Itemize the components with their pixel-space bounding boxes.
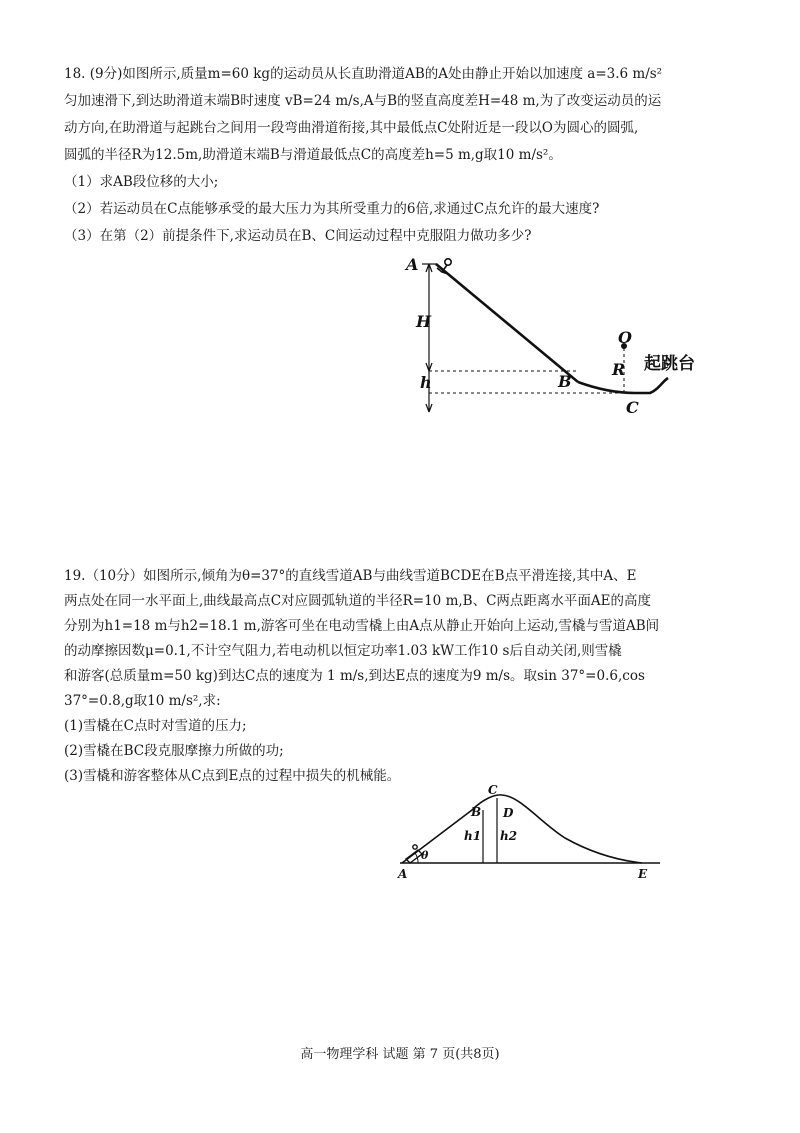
fig18-label-h: h — [420, 373, 432, 392]
p18-question-3: （3）在第（2）前提条件下,求运动员在B、C间运动过程中克服阻力做功多少? — [64, 228, 532, 244]
fig19-label-D: D — [503, 806, 514, 820]
fig18-label-H: H — [416, 312, 432, 331]
p18-line-2: 匀加速滑下,到达助滑道末端B时速度 vB=24 m/s,A与B的竖直高度差H=48 m,为了改变运动员的运 — [64, 93, 662, 109]
p18-line-4: 圆弧的半径R为12.5m,助滑道末端B与滑道最低点C的高度差h=5 m,g取10 m/s²。 — [64, 147, 562, 163]
fig18-label-B: B — [558, 372, 572, 391]
p19-line-5: 和游客(总质量m=50 kg)到达C点的速度为 1 m/s,到达E点的速度为9 m/s。取sin 37°=0.6,cos — [64, 668, 645, 684]
p19-question-3: (3)雪橇和游客整体从C点到E点的过程中损失的机械能。 — [64, 768, 401, 784]
p19-line-6: 37°=0.8,g取10 m/s²,求: — [64, 693, 221, 709]
fig19-label-C: C — [488, 783, 498, 797]
fig19-label-theta: θ — [421, 849, 429, 862]
p18-question-2: （2）若运动员在C点能够承受的最大压力为其所受重力的6倍,求通过C点允许的最大速度? — [64, 201, 600, 217]
p19-line-2: 两点处在同一水平面上,曲线最高点C对应圆弧轨道的半径R=10 m,B、C两点距离水平面AE的高度 — [64, 593, 652, 609]
p18-line-3: 动方向,在助滑道与起跳台之间用一段弯曲滑道衔接,其中最低点C处附近是一段以O为圆心的圆弧, — [64, 120, 639, 136]
fig19-label-h2: h2 — [500, 829, 518, 843]
snow-track-figure — [390, 780, 670, 880]
curve-BC — [578, 378, 668, 393]
fig19-label-E: E — [638, 867, 648, 880]
track-ABCDE — [402, 795, 642, 863]
ski-jump-figure — [390, 250, 720, 430]
fig18-label-A: A — [406, 255, 419, 274]
page-footer: 高一物理学科 试题 第 7 页(共8页) — [300, 1047, 500, 1062]
p19-line-4: 的动摩擦因数μ=0.1,不计空气阻力,若电动机以恒定功率1.03 kW工作10 s后自动关闭,则雪橇 — [64, 643, 622, 659]
fig18-label-O: O — [618, 328, 632, 347]
fig18-label-R: R — [612, 360, 626, 379]
fig18-label-platform: 起跳台 — [644, 354, 695, 374]
fig18-label-C: C — [626, 398, 639, 417]
ramp-AB — [436, 264, 578, 382]
fig19-label-h1: h1 — [464, 829, 482, 843]
p18-question-1: （1）求AB段位移的大小; — [64, 174, 219, 190]
p19-question-2: (2)雪橇在BC段克服摩擦力所做的功; — [64, 743, 284, 759]
fig19-label-A: A — [398, 867, 408, 880]
p19-line-3: 分别为h1=18 m与h2=18.1 m,游客可坐在电动雪橇上由A点从静止开始向上运动,雪橇与雪道AB间 — [64, 618, 660, 634]
p19-line-1: 19.（10分）如图所示,倾角为θ=37°的直线雪道AB与曲线雪道BCDE在B点平滑连接,其中A、E — [64, 568, 637, 584]
p18-line-1: 18. (9分)如图所示,质量m=60 kg的运动员从长直助滑道AB的A处由静止开始以加速度 a=3.6 m/s² — [64, 66, 663, 82]
fig19-label-B: B — [471, 805, 482, 819]
p19-question-1: (1)雪橇在C点时对雪道的压力; — [64, 718, 247, 734]
